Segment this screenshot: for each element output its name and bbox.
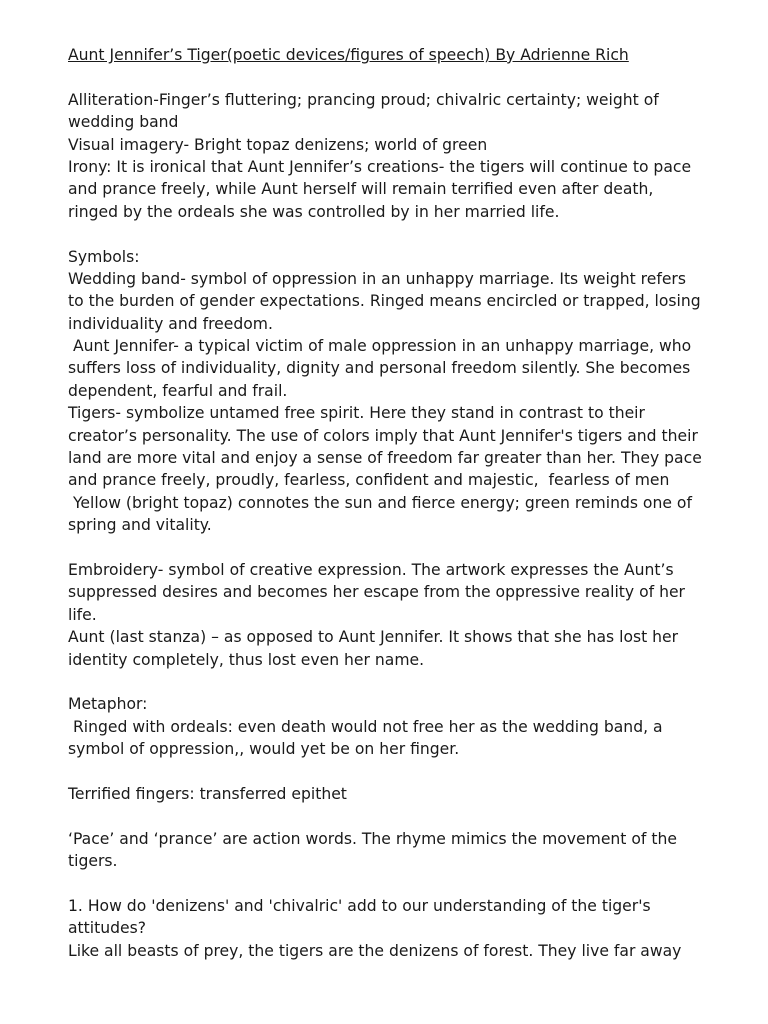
question-1-line-1: 1. How do 'denizens' and 'chivalric' add to our understanding of the tiger's	[68, 896, 651, 915]
tigers-line-5: Yellow (bright topaz) connotes the sun and fierce energy; green reminds one of	[68, 493, 692, 512]
alliteration-line-2: wedding band	[68, 113, 179, 132]
embroidery-line-1: Embroidery- symbol of creative expression. The artwork expresses the Aunt’s	[68, 560, 674, 579]
aunt-last-stanza-line-2: identity completely, thus lost even her name.	[68, 650, 425, 669]
pace-prance-line-1: ‘Pace’ and ‘prance’ are action words. The rhyme mimics the movement of the	[68, 829, 677, 848]
tigers-line-3: land are more vital and enjoy a sense of freedom far greater than her. They pace	[68, 449, 702, 468]
metaphor-line-2: symbol of oppression,, would yet be on her finger.	[68, 740, 460, 759]
wedding-band-line-3: individuality and freedom.	[68, 314, 273, 333]
alliteration-line-1: Alliteration-Finger’s fluttering; prancing proud; chivalric certainty; weight of	[68, 90, 659, 109]
metaphor-heading: Metaphor:	[68, 695, 148, 714]
spacer	[68, 761, 740, 783]
aunt-jennifer-line-3: dependent, fearful and frail.	[68, 381, 288, 400]
irony-line-2: and prance freely, while Aunt herself will remain terrified even after death,	[68, 180, 654, 199]
tigers-line-1: Tigers- symbolize untamed free spirit. Here they stand in contrast to their	[68, 404, 645, 423]
embroidery-line-3: life.	[68, 605, 97, 624]
symbols-heading: Symbols:	[68, 247, 140, 266]
spacer	[68, 671, 740, 693]
aunt-jennifer-line-1: Aunt Jennifer- a typical victim of male oppression in an unhappy marriage, who	[68, 337, 692, 356]
document-title: Aunt Jennifer’s Tiger(poetic devices/figures of speech) By Adrienne Rich	[68, 46, 629, 64]
aunt-jennifer-line-2: suffers loss of individuality, dignity and personal freedom silently. She becomes	[68, 359, 691, 378]
visual-imagery-line: Visual imagery- Bright topaz denizens; world of green	[68, 135, 488, 154]
tigers-line-2: creator’s personality. The use of colors imply that Aunt Jennifer's tigers and their	[68, 426, 698, 445]
spacer	[68, 66, 740, 88]
pace-prance-line-2: tigers.	[68, 852, 118, 871]
tigers-line-6: spring and vitality.	[68, 516, 212, 535]
spacer	[68, 537, 740, 559]
wedding-band-line-1: Wedding band- symbol of oppression in an unhappy marriage. Its weight refers	[68, 269, 686, 288]
spacer	[68, 223, 740, 245]
metaphor-line-1: Ringed with ordeals: even death would not free her as the wedding band, a	[68, 717, 663, 736]
aunt-last-stanza-line-1: Aunt (last stanza) – as opposed to Aunt Jennifer. It shows that she has lost her	[68, 628, 679, 647]
irony-line-1: Irony: It is ironical that Aunt Jennifer’s creations- the tigers will continue to pace	[68, 157, 692, 176]
embroidery-line-2: suppressed desires and becomes her escape from the oppressive reality of her	[68, 583, 685, 602]
transferred-epithet-line: Terrified fingers: transferred epithet	[68, 784, 347, 803]
answer-1-line-1: Like all beasts of prey, the tigers are the denizens of forest. They live far away	[68, 941, 682, 960]
question-1-line-2: attitudes?	[68, 919, 147, 938]
spacer	[68, 872, 740, 894]
wedding-band-line-2: to the burden of gender expectations. Ringed means encircled or trapped, losing	[68, 292, 701, 311]
irony-line-3: ringed by the ordeals she was controlled by in her married life.	[68, 202, 560, 221]
tigers-line-4: and prance freely, proudly, fearless, confident and majestic, fearless of men	[68, 471, 670, 490]
spacer	[68, 805, 740, 827]
document-page	[68, 44, 740, 962]
